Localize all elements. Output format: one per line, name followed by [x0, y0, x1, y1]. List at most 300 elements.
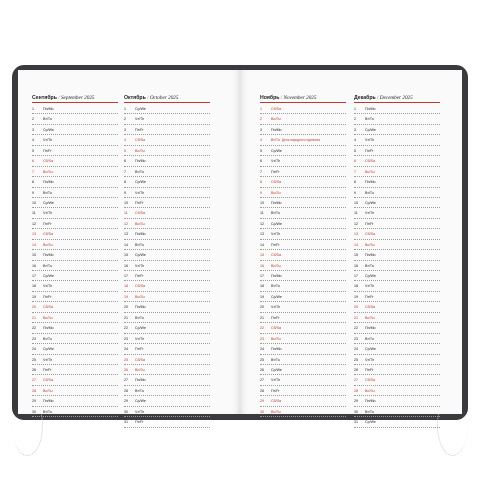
day-row — [260, 250, 346, 260]
day-number: 29 — [260, 399, 264, 404]
day-row — [260, 292, 346, 302]
day-number: 22 — [260, 326, 264, 331]
day-number: 5 — [354, 148, 356, 153]
weekday-label: Пт/Fr — [365, 367, 374, 372]
day-row — [124, 323, 210, 333]
day-number: 22 — [354, 326, 358, 331]
day-row — [32, 240, 118, 250]
day-row — [260, 344, 346, 354]
day-number: 18 — [260, 284, 264, 289]
day-number: 3 — [32, 127, 34, 132]
day-row — [260, 323, 346, 333]
day-number: 9 — [32, 190, 34, 195]
weekday-label: Вт/Tu — [135, 315, 144, 320]
month-name-ru: Ноябрь — [260, 95, 280, 101]
weekday-label: Чт/Th — [135, 190, 145, 195]
day-row — [354, 334, 440, 344]
day-row — [354, 156, 440, 166]
weekday-label: Ср/We — [271, 294, 282, 299]
weekday-label: Пн/Mo — [43, 399, 54, 404]
day-number: 25 — [354, 357, 358, 362]
weekday-label: Сб/Sa — [365, 159, 376, 164]
weekday-label: Вс/Su — [43, 388, 53, 393]
day-row — [32, 281, 118, 291]
day-row — [32, 334, 118, 344]
day-row — [32, 313, 118, 323]
weekday-label: Вс/Su — [43, 315, 53, 320]
weekday-label: Ср/We — [271, 221, 282, 226]
day-number: 30 — [124, 409, 128, 414]
weekday-label: Пт/Fr — [43, 148, 52, 153]
day-number: 20 — [32, 305, 36, 310]
day-row — [354, 375, 440, 385]
day-number: 31 — [354, 420, 358, 425]
day-number: 24 — [260, 347, 264, 352]
day-row — [124, 198, 210, 208]
day-number: 20 — [260, 305, 264, 310]
day-row — [124, 125, 210, 135]
day-row — [124, 250, 210, 260]
day-number: 27 — [354, 378, 358, 383]
weekday-label: Сб/Sa — [271, 399, 282, 404]
day-number: 2 — [260, 117, 262, 122]
weekday-label: Чт/Th — [271, 159, 281, 164]
weekday-label: Сб/Sa — [365, 232, 376, 237]
day-row — [354, 396, 440, 406]
day-row — [32, 355, 118, 365]
weekday-label: Сб/Sa — [135, 211, 146, 216]
day-row — [124, 177, 210, 187]
day-number: 15 — [354, 253, 358, 258]
day-row — [260, 219, 346, 229]
day-number: 28 — [32, 388, 36, 393]
day-number: 9 — [354, 190, 356, 195]
day-row — [354, 167, 440, 177]
day-row — [32, 229, 118, 239]
day-number: 10 — [354, 200, 358, 205]
day-row — [354, 417, 440, 427]
day-row — [354, 240, 440, 250]
weekday-label: Ср/We — [43, 347, 54, 352]
day-number: 22 — [124, 326, 128, 331]
day-row — [124, 313, 210, 323]
day-number: 19 — [124, 294, 128, 299]
day-number: 2 — [124, 117, 126, 122]
weekday-label: Пт/Fr — [43, 221, 52, 226]
day-row — [124, 167, 210, 177]
day-number: 17 — [260, 274, 264, 278]
day-number: 4 — [32, 138, 34, 143]
weekday-label: Чт/Th — [135, 409, 145, 414]
day-number: 26 — [124, 367, 128, 372]
month-name-ru: Декабрь — [354, 95, 376, 101]
day-number: 20 — [354, 305, 358, 310]
day-number: 8 — [32, 180, 34, 185]
weekday-label: Пт/Fr — [365, 294, 374, 299]
day-row — [32, 198, 118, 208]
day-number: 23 — [32, 336, 36, 341]
day-row — [354, 355, 440, 365]
day-row — [32, 292, 118, 302]
day-number: 5 — [32, 148, 34, 153]
day-number: 12 — [260, 221, 264, 226]
weekday-label: Вт/Tu — [135, 388, 144, 393]
day-number: 30 — [32, 409, 36, 414]
day-number: 30 — [354, 409, 358, 414]
weekday-label: Чт/Th — [365, 357, 375, 362]
month-name-en: December 2025 — [379, 95, 413, 101]
day-row — [260, 208, 346, 218]
day-row — [260, 229, 346, 239]
day-number: 28 — [260, 388, 264, 393]
day-row — [260, 271, 346, 281]
day-row — [260, 281, 346, 291]
weekday-label: Чт/Th — [135, 263, 145, 268]
day-number: 5 — [124, 148, 126, 153]
weekday-label: Вт/Tu — [43, 117, 52, 122]
day-number: 14 — [260, 242, 264, 247]
day-number: 1 — [354, 107, 356, 111]
weekday-label: Сб/Sa — [271, 107, 282, 111]
day-number: 2 — [354, 117, 356, 122]
day-row — [124, 344, 210, 354]
weekday-label: Чт/Th — [365, 284, 375, 289]
weekday-label: Вт/Tu — [271, 211, 280, 216]
right-page — [240, 70, 462, 425]
weekday-label: Вс/Su — [135, 221, 145, 226]
day-number: 27 — [32, 378, 36, 383]
weekday-label: Пн/Mo — [271, 347, 282, 352]
weekday-label: Вт/Tu — [43, 336, 52, 341]
weekday-label: Пн/Mo — [43, 326, 54, 331]
day-row — [354, 281, 440, 291]
day-row — [260, 313, 346, 323]
day-row — [260, 125, 346, 135]
day-row — [354, 229, 440, 239]
weekday-label: Вс/Su — [135, 367, 145, 372]
day-number: 8 — [260, 180, 262, 185]
day-row — [32, 386, 118, 396]
weekday-label: Пт/Fr — [135, 200, 144, 205]
month-name-ru: Сентябрь — [32, 95, 57, 101]
day-number: 25 — [32, 357, 36, 362]
weekday-label: Вт/Tu — [43, 190, 52, 195]
day-row — [32, 156, 118, 166]
weekday-label: Пн/Mo — [43, 107, 54, 111]
weekday-label: Вс/Su — [271, 117, 281, 122]
weekday-label: Чт/Th — [135, 117, 145, 122]
day-row — [354, 323, 440, 333]
weekday-label: Вс/Su — [365, 242, 375, 247]
day-row — [354, 114, 440, 124]
weekday-label: Ср/We — [135, 180, 146, 185]
day-number: 9 — [124, 190, 126, 195]
weekday-label: Сб/Sa — [271, 180, 282, 185]
day-row — [260, 334, 346, 344]
day-row — [260, 365, 346, 375]
weekday-label: Чт/Th — [43, 284, 53, 289]
weekday-label: Пт/Fr — [271, 169, 280, 174]
weekday-label: Пт/Fr — [135, 347, 144, 352]
day-number: 21 — [124, 315, 128, 320]
day-number: 10 — [32, 200, 36, 205]
day-row — [354, 146, 440, 156]
day-number: 26 — [260, 367, 264, 372]
day-number: 29 — [32, 399, 36, 404]
weekday-label: Пн/Mo — [365, 253, 376, 258]
weekday-label: Пт/Fr — [135, 274, 144, 278]
day-number: 3 — [124, 127, 126, 132]
day-row — [260, 375, 346, 385]
day-row — [32, 146, 118, 156]
weekday-label: Вс/Su — [365, 169, 375, 174]
day-row — [354, 365, 440, 375]
day-number: 23 — [124, 336, 128, 341]
weekday-label: Ср/We — [365, 274, 376, 278]
day-row — [124, 104, 210, 114]
day-number: 11 — [32, 211, 36, 216]
day-row — [260, 261, 346, 271]
day-number: 21 — [32, 315, 36, 320]
day-number: 12 — [32, 221, 36, 226]
day-number: 5 — [260, 148, 262, 153]
day-row — [32, 188, 118, 198]
weekday-label: Пт/Fr — [271, 315, 280, 320]
month-name-en: October 2025 — [149, 95, 179, 101]
day-row — [32, 250, 118, 260]
day-number: 13 — [32, 232, 36, 237]
day-list — [124, 104, 210, 428]
month-header: Декабрь / December 2025 — [354, 95, 413, 101]
weekday-label: Чт/Th — [135, 336, 145, 341]
day-row — [124, 396, 210, 406]
day-number: 25 — [124, 357, 128, 362]
day-list — [260, 104, 346, 417]
day-number: 13 — [124, 232, 128, 237]
day-number: 6 — [260, 159, 262, 164]
weekday-label: Пн/Mo — [135, 159, 146, 164]
day-row — [32, 125, 118, 135]
day-number: 3 — [354, 127, 356, 132]
day-row — [354, 386, 440, 396]
day-row — [32, 208, 118, 218]
day-row — [32, 167, 118, 177]
day-number: 1 — [32, 107, 34, 111]
day-row — [124, 229, 210, 239]
weekday-label: Пн/Mo — [135, 378, 146, 383]
day-number: 1 — [260, 107, 262, 111]
weekday-label: Пн/Mo — [365, 180, 376, 185]
left-page — [18, 70, 240, 425]
day-row — [32, 114, 118, 124]
weekday-label: Чт/Th — [271, 305, 281, 310]
weekday-label: Пн/Mo — [43, 180, 54, 185]
day-row — [354, 344, 440, 354]
day-row — [32, 219, 118, 229]
day-number: 28 — [124, 388, 128, 393]
weekday-label: Сб/Sa — [271, 326, 282, 331]
weekday-label: Ср/We — [365, 347, 376, 352]
weekday-label: Вс/Su — [271, 263, 281, 268]
weekday-label: Чт/Th — [365, 138, 375, 143]
day-row — [124, 355, 210, 365]
weekday-label: Пт/Fr — [43, 367, 52, 372]
weekday-label: Вс/Su — [365, 388, 375, 393]
day-number: 8 — [354, 180, 356, 185]
month-column — [354, 94, 440, 428]
day-number: 27 — [124, 378, 128, 383]
month-column — [260, 94, 346, 417]
weekday-label: Чт/Th — [43, 357, 53, 362]
day-number: 23 — [260, 336, 264, 341]
holiday-note: День народного единства — [282, 138, 320, 143]
weekday-label: Пн/Mo — [135, 232, 146, 237]
day-number: 19 — [32, 294, 36, 299]
day-number: 20 — [124, 305, 128, 310]
weekday-label: Ср/We — [135, 253, 146, 258]
day-number: 15 — [260, 253, 264, 258]
weekday-label: Пн/Mo — [271, 200, 282, 205]
day-row — [32, 396, 118, 406]
day-row — [354, 208, 440, 218]
day-number: 19 — [354, 294, 358, 299]
day-row — [354, 271, 440, 281]
day-number: 6 — [354, 159, 356, 164]
day-row — [354, 104, 440, 114]
day-row — [260, 167, 346, 177]
day-row — [124, 271, 210, 281]
weekday-label: Вт/Tu — [365, 263, 374, 268]
weekday-label: Пт/Fr — [135, 420, 144, 425]
day-number: 25 — [260, 357, 264, 362]
day-row — [124, 334, 210, 344]
day-number: 23 — [354, 336, 358, 341]
day-row — [260, 135, 346, 145]
weekday-label: Сб/Sa — [271, 253, 282, 258]
weekday-label: Вт/Tu — [271, 138, 280, 143]
day-row — [124, 417, 210, 427]
day-row — [354, 177, 440, 187]
day-row — [124, 219, 210, 229]
month-header: Сентябрь / September 2025 — [32, 95, 95, 101]
day-number: 8 — [124, 180, 126, 185]
weekday-label: Вс/Su — [271, 336, 281, 341]
day-row — [124, 261, 210, 271]
day-row — [354, 188, 440, 198]
day-number: 22 — [32, 326, 36, 331]
day-row — [354, 302, 440, 312]
day-row — [32, 407, 118, 417]
day-number: 1 — [124, 107, 126, 111]
weekday-label: Вс/Su — [271, 190, 281, 195]
day-row — [124, 365, 210, 375]
day-row — [354, 198, 440, 208]
day-number: 24 — [124, 347, 128, 352]
day-row — [32, 135, 118, 145]
day-number: 9 — [260, 190, 262, 195]
weekday-label: Ср/We — [365, 127, 376, 132]
day-number: 18 — [32, 284, 36, 289]
weekday-label: Пт/Fr — [43, 294, 52, 299]
weekday-label: Сб/Sa — [43, 159, 54, 164]
day-number: 24 — [354, 347, 358, 352]
day-number: 16 — [32, 263, 36, 268]
weekday-label: Чт/Th — [271, 378, 281, 383]
day-number: 17 — [124, 274, 128, 278]
day-number: 4 — [260, 138, 262, 143]
weekday-label: Вт/Tu — [271, 357, 280, 362]
weekday-label: Пн/Mo — [271, 127, 282, 132]
day-row — [260, 302, 346, 312]
day-number: 12 — [354, 221, 358, 226]
day-row — [124, 156, 210, 166]
day-number: 21 — [354, 315, 358, 320]
day-row — [32, 271, 118, 281]
day-number: 15 — [124, 253, 128, 258]
day-row — [354, 292, 440, 302]
day-row — [32, 365, 118, 375]
weekday-label: Ср/We — [365, 200, 376, 205]
day-row — [260, 146, 346, 156]
weekday-label: Пн/Mo — [365, 399, 376, 404]
weekday-label: Вт/Tu — [365, 190, 374, 195]
weekday-label: Ср/We — [135, 399, 146, 404]
weekday-label: Ср/We — [135, 326, 146, 331]
day-row — [260, 156, 346, 166]
day-number: 28 — [354, 388, 358, 393]
day-number: 10 — [124, 200, 128, 205]
day-row — [260, 386, 346, 396]
month-name-ru: Октябрь — [124, 95, 146, 101]
day-row — [260, 407, 346, 417]
weekday-label: Вс/Su — [135, 148, 145, 153]
day-number: 11 — [260, 211, 264, 216]
day-row — [124, 188, 210, 198]
weekday-label: Пт/Fr — [365, 221, 374, 226]
day-row — [124, 375, 210, 385]
day-number: 12 — [124, 221, 128, 226]
weekday-label: Пт/Fr — [271, 388, 280, 393]
weekday-label: Вс/Su — [365, 315, 375, 320]
day-number: 16 — [124, 263, 128, 268]
day-row — [124, 302, 210, 312]
day-number: 31 — [124, 420, 128, 425]
day-row — [354, 135, 440, 145]
weekday-label: Пн/Mo — [135, 305, 146, 310]
day-row — [32, 323, 118, 333]
weekday-label: Ср/We — [43, 200, 54, 205]
day-number: 13 — [260, 232, 264, 237]
weekday-label: Пн/Mo — [271, 274, 282, 278]
day-number: 18 — [124, 284, 128, 289]
day-row — [260, 355, 346, 365]
weekday-label: Пт/Fr — [365, 148, 374, 153]
day-row — [260, 188, 346, 198]
day-row — [260, 198, 346, 208]
weekday-label: Вт/Tu — [135, 169, 144, 174]
day-number: 11 — [124, 211, 128, 216]
day-row — [124, 114, 210, 124]
day-number: 11 — [354, 211, 358, 216]
weekday-label: Ср/We — [135, 107, 146, 111]
day-row — [260, 104, 346, 114]
weekday-label: Сб/Sa — [43, 378, 54, 383]
day-number: 2 — [32, 117, 34, 122]
day-row — [124, 292, 210, 302]
weekday-label: Вт/Tu — [365, 336, 374, 341]
day-number: 14 — [124, 242, 128, 247]
day-row — [354, 261, 440, 271]
